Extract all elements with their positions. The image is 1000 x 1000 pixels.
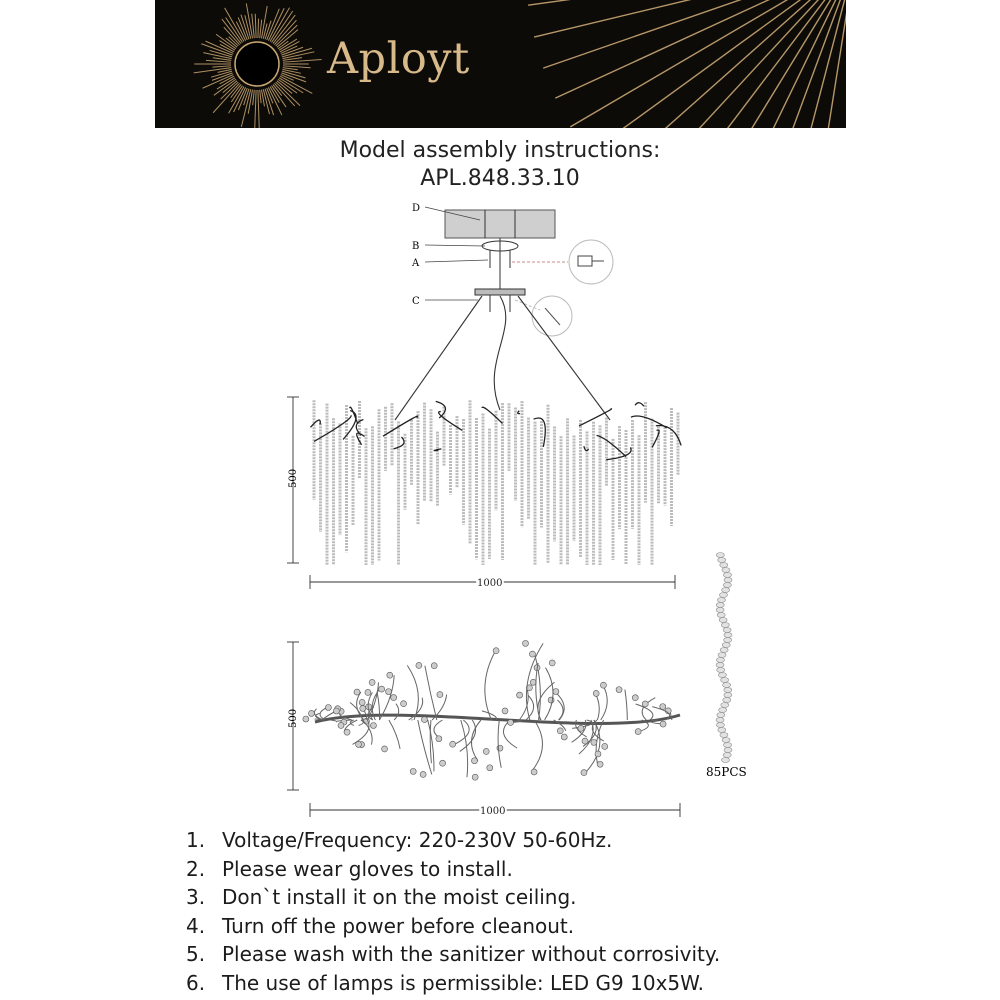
list-item: 4. Turn off the power before cleanout. [186, 913, 575, 938]
part-label-d: D [412, 203, 421, 214]
list-item: 3. Don`t install it on the moist ceiling. [186, 885, 577, 909]
list-item: 1. Voltage/Frequency: 220-230V 50-60Hz. [186, 828, 613, 852]
list-item: 2. Please wear gloves to install. [186, 856, 513, 881]
chandelier-top-view [303, 640, 680, 780]
part-label-a: A [412, 258, 420, 269]
part-label-c: C [412, 296, 420, 307]
top-width-label: 1000 [480, 806, 506, 817]
crystal-count: 85PCS [706, 765, 747, 779]
instruction-list [186, 826, 720, 997]
model-number: APL.848.33.10 [420, 166, 580, 191]
list-item: 6. The use of lamps is permissible: LED G9 10x5W. [186, 970, 704, 995]
page-title: Model assembly instructions: [339, 138, 661, 163]
crystal-strand-detail [716, 553, 732, 763]
top-height-label: 500 [288, 708, 299, 728]
front-width-label: 1000 [477, 578, 503, 589]
brand-logo: Aployt [327, 34, 470, 84]
front-height-label: 500 [288, 468, 299, 488]
detail-callout-connector [512, 240, 613, 284]
list-item: 5. Please wash with the sanitizer without corrosivity. [186, 942, 721, 966]
suspension-cables [395, 296, 610, 420]
chandelier-front-view [314, 400, 678, 565]
part-label-b: B [412, 241, 420, 252]
